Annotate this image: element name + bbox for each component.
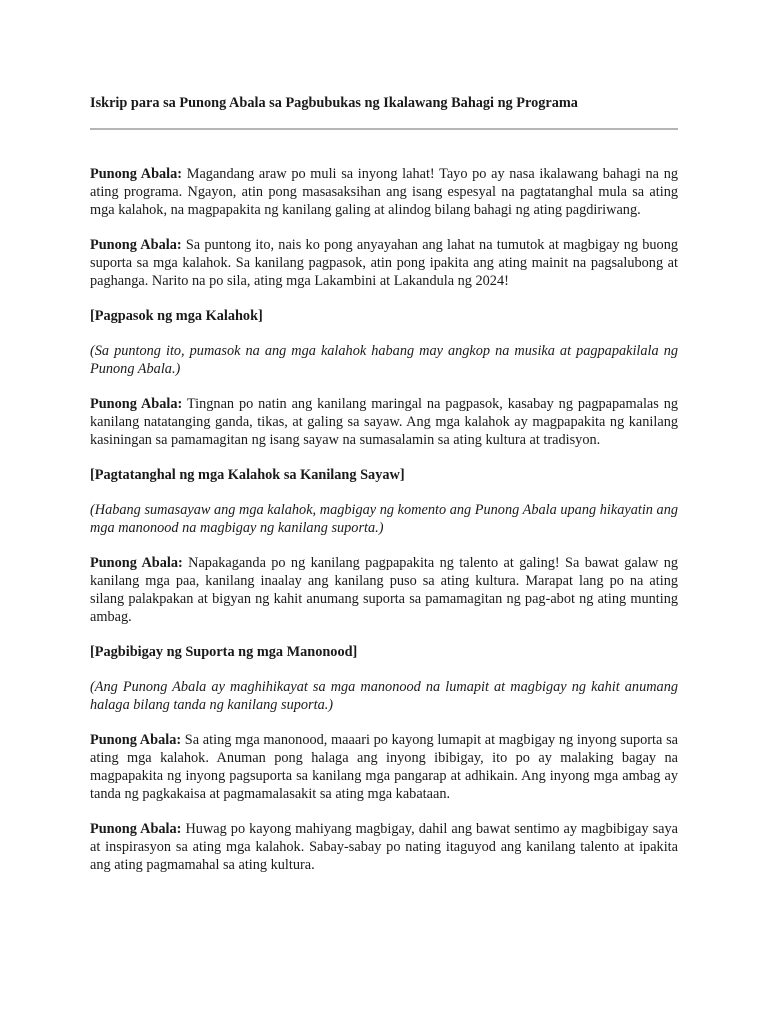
dialogue-paragraph-3 — [90, 395, 678, 449]
dialogue-text: Sa puntong ito, nais ko pong anyayahan ang lahat na tumutok at magbigay ng buong suporta sa mga kalahok. Sa kanilang pagpasok, atin pong ipakita ang ating mainit na pagsalubong at paghanga. Narito na po sila, ating mga Lakambini at Lakandula ng 2024! — [90, 237, 678, 289]
speaker-label: Punong Abala: — [90, 821, 182, 837]
speaker-label: Punong Abala: — [90, 166, 183, 182]
dialogue-text: Napakaganda po ng kanilang pagpapakita ng talento at galing! Sa bawat galaw ng kanilang mga paa, kanilang inaalay ang kanilang puso sa ating kultura. Marapat lang po na ating silang palakpakan at bigyan ng kahit anumang suporta sa pamamagitan ng pag-abot ng ating munting ambag. — [90, 555, 678, 625]
stage-direction-1: (Sa puntong ito, pumasok na ang mga kalahok habang may angkop na musika at pagpapakilala ng Punong Abala.) — [90, 343, 678, 377]
dialogue-text: Sa ating mga manonood, maaari po kayong lumapit at magbigay ng inyong suporta sa ating mga kalahok. Anuman pong halaga ang inyong ibibigay, ito po ay malaking bagay na magpapakita ng inyong pagsuporta sa kanilang mga pangarap at adhikain. Ang inyong mga ambag ay tanda ng pagkakaisa at pagmamalasakit sa ating mga kabataan. — [90, 732, 678, 802]
section-heading-pagpasok: [Pagpasok ng mga Kalahok] — [90, 308, 263, 324]
dialogue-text: Huwag po kayong mahiyang magbigay, dahil ang bawat sentimo ay magbibigay saya at inspirasyon sa ating mga kalahok. Sabay-sabay po nating itaguyod ang kanilang talento at ipakita ang ating pagmamahal sa ating kultura. — [90, 821, 678, 873]
dialogue-paragraph-2 — [90, 236, 678, 290]
stage-direction-3: (Ang Punong Abala ay maghihikayat sa mga manonood na lumapit at magbigay ng kahit anumang halaga bilang tanda ng kanilang suporta.) — [90, 679, 678, 713]
dialogue-paragraph-5 — [90, 731, 678, 803]
title-divider — [90, 128, 678, 130]
section-heading-pagbibigay: [Pagbibigay ng Suporta ng mga Manonood] — [90, 644, 358, 660]
dialogue-text: Tingnan po natin ang kanilang maringal na pagpasok, kasabay ng pagpapamalas ng kanilang natatanging ganda, tikas, at galing sa sayaw. Ang mga kalahok ay magpapakita ng kanilang kasiningan sa pamamagitan ng isang sayaw na sumasalamin sa ating kultura at tradisyon. — [90, 396, 679, 448]
dialogue-paragraph-4 — [90, 554, 678, 626]
dialogue-paragraph-1 — [90, 165, 678, 219]
document-body — [90, 165, 678, 891]
speaker-label: Punong Abala: — [90, 555, 183, 571]
dialogue-text: Magandang araw po muli sa inyong lahat! Tayo po ay nasa ikalawang bahagi na ng ating programa. Ngayon, atin pong masasaksihan ang isang espesyal na pagtatanghal mula sa ating mga kalahok, na magpapakita ng kanilang galing at alindog bilang bahagi ng ating pagdiriwang. — [90, 166, 678, 218]
stage-direction-2: (Habang sumasayaw ang mga kalahok, magbigay ng komento ang Punong Abala upang hikayatin ang mga manonood na magbigay ng kanilang suporta.) — [90, 502, 678, 536]
speaker-label: Punong Abala: — [90, 396, 183, 412]
speaker-label: Punong Abala: — [90, 732, 182, 748]
speaker-label: Punong Abala: — [90, 237, 182, 253]
dialogue-paragraph-6 — [90, 820, 678, 874]
section-heading-pagtatanghal: [Pagtatanghal ng mga Kalahok sa Kanilang Sayaw] — [90, 467, 405, 483]
document-title: Iskrip para sa Punong Abala sa Pagbubukas ng Ikalawang Bahagi ng Programa — [90, 95, 578, 111]
